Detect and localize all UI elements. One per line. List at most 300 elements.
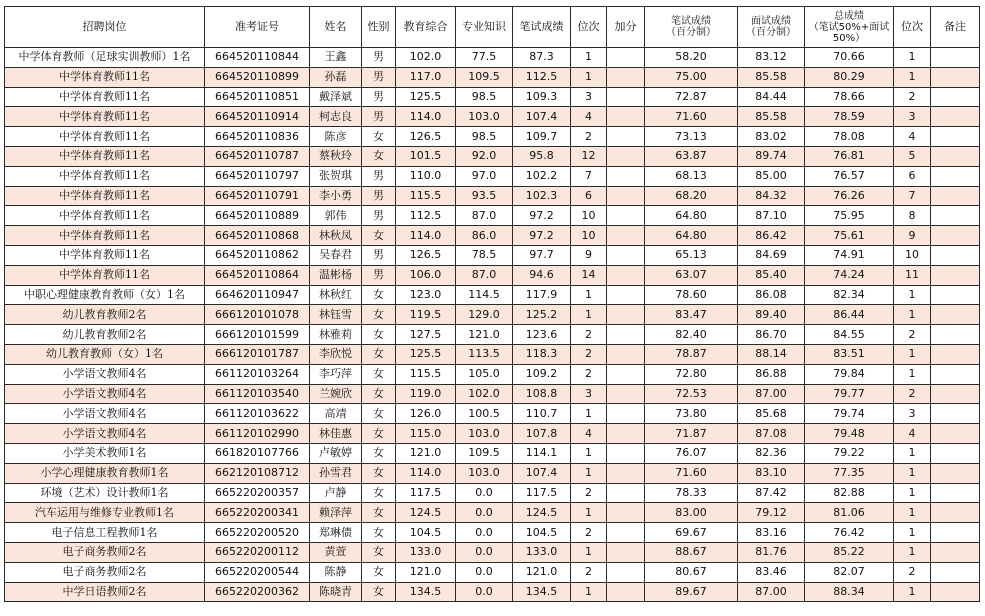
cell-interview-pct: 85.58 — [738, 107, 805, 127]
cell-total-rank: 4 — [894, 127, 931, 147]
cell-written-rank: 9 — [571, 245, 607, 265]
cell-post: 中学体育教师11名 — [5, 127, 205, 147]
cell-edu-score: 133.0 — [396, 542, 456, 562]
cell-ticket: 664520110889 — [205, 206, 310, 226]
table-row — [5, 463, 980, 483]
header-row — [5, 7, 980, 48]
cell-written-pct: 71.60 — [645, 463, 738, 483]
cell-note — [931, 523, 980, 543]
cell-total: 79.74 — [805, 404, 894, 424]
cell-written-pct: 83.47 — [645, 305, 738, 325]
cell-written-score: 109.7 — [513, 127, 571, 147]
cell-name: 兰婉欣 — [310, 384, 362, 404]
header-total-line2: （笔试50%+面试 — [808, 21, 890, 33]
cell-name: 林秋红 — [310, 285, 362, 305]
cell-total: 84.55 — [805, 325, 894, 345]
cell-gender: 男 — [362, 107, 396, 127]
table-row — [5, 87, 980, 107]
cell-total-rank: 7 — [894, 186, 931, 206]
table-row — [5, 503, 980, 523]
cell-interview-pct: 84.32 — [738, 186, 805, 206]
cell-name: 李巧萍 — [310, 364, 362, 384]
cell-interview-pct: 87.42 — [738, 483, 805, 503]
cell-total-rank: 1 — [894, 523, 931, 543]
table-row — [5, 48, 980, 68]
table-row — [5, 582, 980, 602]
cell-written-score: 95.8 — [513, 146, 571, 166]
cell-edu-score: 112.5 — [396, 206, 456, 226]
cell-prof-score: 92.0 — [456, 146, 513, 166]
cell-interview-pct: 89.40 — [738, 305, 805, 325]
table-row — [5, 67, 980, 87]
cell-name: 张贺琪 — [310, 166, 362, 186]
cell-ticket: 666120101787 — [205, 344, 310, 364]
cell-edu-score: 124.5 — [396, 503, 456, 523]
cell-written-rank: 2 — [571, 562, 607, 582]
cell-ticket: 666120101078 — [205, 305, 310, 325]
cell-ticket: 661120103264 — [205, 364, 310, 384]
cell-written-pct: 75.00 — [645, 67, 738, 87]
cell-total: 82.88 — [805, 483, 894, 503]
cell-note — [931, 542, 980, 562]
cell-interview-pct: 81.76 — [738, 542, 805, 562]
cell-ticket: 665220200362 — [205, 582, 310, 602]
cell-bonus — [607, 285, 645, 305]
cell-total: 80.29 — [805, 67, 894, 87]
cell-note — [931, 48, 980, 68]
cell-post: 电子信息工程教师1名 — [5, 523, 205, 543]
cell-gender: 女 — [362, 523, 396, 543]
cell-written-score: 133.0 — [513, 542, 571, 562]
cell-post: 小学语文教师4名 — [5, 384, 205, 404]
cell-ticket: 665220200341 — [205, 503, 310, 523]
table-row — [5, 364, 980, 384]
cell-gender: 女 — [362, 146, 396, 166]
cell-written-score: 117.5 — [513, 483, 571, 503]
cell-interview-pct: 83.02 — [738, 127, 805, 147]
cell-total-rank: 3 — [894, 107, 931, 127]
cell-prof-score: 0.0 — [456, 562, 513, 582]
cell-gender: 女 — [362, 582, 396, 602]
cell-name: 孙雪君 — [310, 463, 362, 483]
cell-written-pct: 72.87 — [645, 87, 738, 107]
cell-prof-score: 98.5 — [456, 127, 513, 147]
cell-written-rank: 1 — [571, 582, 607, 602]
cell-total-rank: 9 — [894, 226, 931, 246]
cell-ticket: 664620110947 — [205, 285, 310, 305]
cell-gender: 女 — [362, 443, 396, 463]
cell-note — [931, 325, 980, 345]
cell-post: 小学美术教师1名 — [5, 443, 205, 463]
cell-bonus — [607, 186, 645, 206]
cell-interview-pct: 85.58 — [738, 67, 805, 87]
cell-written-pct: 58.20 — [645, 48, 738, 68]
cell-bonus — [607, 503, 645, 523]
cell-written-pct: 73.13 — [645, 127, 738, 147]
cell-written-rank: 2 — [571, 127, 607, 147]
cell-gender: 女 — [362, 562, 396, 582]
cell-total-rank: 1 — [894, 503, 931, 523]
cell-written-rank: 1 — [571, 463, 607, 483]
cell-edu-score: 119.0 — [396, 384, 456, 404]
cell-interview-pct: 87.00 — [738, 582, 805, 602]
cell-written-rank: 3 — [571, 87, 607, 107]
table-row — [5, 384, 980, 404]
table-row — [5, 107, 980, 127]
cell-edu-score: 134.5 — [396, 582, 456, 602]
cell-ticket: 664520110864 — [205, 265, 310, 285]
cell-name: 柯志良 — [310, 107, 362, 127]
cell-interview-pct: 86.42 — [738, 226, 805, 246]
cell-gender: 女 — [362, 542, 396, 562]
cell-total: 79.84 — [805, 364, 894, 384]
cell-prof-score: 0.0 — [456, 523, 513, 543]
cell-bonus — [607, 67, 645, 87]
cell-post: 中职心理健康教育教师（女）1名 — [5, 285, 205, 305]
cell-note — [931, 305, 980, 325]
cell-name: 孙磊 — [310, 67, 362, 87]
cell-edu-score: 110.0 — [396, 166, 456, 186]
cell-interview-pct: 87.10 — [738, 206, 805, 226]
cell-edu-score: 123.0 — [396, 285, 456, 305]
cell-total-rank: 1 — [894, 285, 931, 305]
cell-total: 70.66 — [805, 48, 894, 68]
cell-prof-score: 93.5 — [456, 186, 513, 206]
cell-prof-score: 103.0 — [456, 424, 513, 444]
results-table — [4, 6, 980, 602]
cell-prof-score: 0.0 — [456, 483, 513, 503]
cell-written-rank: 1 — [571, 542, 607, 562]
cell-bonus — [607, 443, 645, 463]
cell-written-pct: 68.20 — [645, 186, 738, 206]
cell-prof-score: 86.0 — [456, 226, 513, 246]
cell-name: 黄萱 — [310, 542, 362, 562]
cell-written-rank: 14 — [571, 265, 607, 285]
cell-bonus — [607, 384, 645, 404]
cell-total-rank: 1 — [894, 48, 931, 68]
cell-written-rank: 1 — [571, 48, 607, 68]
cell-bonus — [607, 107, 645, 127]
cell-written-pct: 78.33 — [645, 483, 738, 503]
cell-bonus — [607, 483, 645, 503]
cell-ticket: 661120103622 — [205, 404, 310, 424]
cell-ticket: 664520110787 — [205, 146, 310, 166]
cell-interview-pct: 89.74 — [738, 146, 805, 166]
cell-gender: 男 — [362, 206, 396, 226]
score-sheet — [4, 6, 980, 602]
cell-prof-score: 78.5 — [456, 245, 513, 265]
cell-bonus — [607, 127, 645, 147]
cell-gender: 女 — [362, 404, 396, 424]
cell-post: 幼儿教育教师2名 — [5, 305, 205, 325]
cell-edu-score: 125.5 — [396, 344, 456, 364]
table-row — [5, 186, 980, 206]
cell-name: 王鑫 — [310, 48, 362, 68]
cell-name: 林雅莉 — [310, 325, 362, 345]
cell-name: 赖泽萍 — [310, 503, 362, 523]
cell-gender: 男 — [362, 87, 396, 107]
cell-name: 温彬杨 — [310, 265, 362, 285]
cell-written-score: 117.9 — [513, 285, 571, 305]
cell-note — [931, 344, 980, 364]
cell-written-score: 125.2 — [513, 305, 571, 325]
cell-written-rank: 10 — [571, 206, 607, 226]
cell-written-rank: 4 — [571, 107, 607, 127]
cell-name: 卢敏婷 — [310, 443, 362, 463]
header-rank-total: 位次 — [894, 7, 931, 48]
cell-written-score: 124.5 — [513, 503, 571, 523]
cell-total-rank: 8 — [894, 206, 931, 226]
cell-name: 戴泽斌 — [310, 87, 362, 107]
cell-edu-score: 114.0 — [396, 226, 456, 246]
cell-post: 中学体育教师11名 — [5, 166, 205, 186]
cell-note — [931, 107, 980, 127]
cell-written-rank: 1 — [571, 305, 607, 325]
cell-note — [931, 226, 980, 246]
cell-written-pct: 63.87 — [645, 146, 738, 166]
cell-post: 中学体育教师11名 — [5, 186, 205, 206]
cell-total-rank: 1 — [894, 344, 931, 364]
cell-total: 78.66 — [805, 87, 894, 107]
cell-gender: 男 — [362, 265, 396, 285]
cell-post: 中学体育教师11名 — [5, 107, 205, 127]
cell-written-score: 121.0 — [513, 562, 571, 582]
header-note: 备注 — [931, 7, 980, 48]
cell-name: 林秋凤 — [310, 226, 362, 246]
cell-written-score: 107.8 — [513, 424, 571, 444]
cell-edu-score: 115.5 — [396, 364, 456, 384]
cell-note — [931, 463, 980, 483]
cell-bonus — [607, 305, 645, 325]
cell-name: 郑琳债 — [310, 523, 362, 543]
cell-prof-score: 100.5 — [456, 404, 513, 424]
header-written-pct — [645, 7, 738, 48]
cell-total-rank: 1 — [894, 67, 931, 87]
table-row — [5, 325, 980, 345]
cell-written-pct: 68.13 — [645, 166, 738, 186]
cell-bonus — [607, 166, 645, 186]
cell-prof-score: 114.5 — [456, 285, 513, 305]
cell-gender: 女 — [362, 305, 396, 325]
cell-name: 蔡秋玲 — [310, 146, 362, 166]
cell-written-score: 97.7 — [513, 245, 571, 265]
cell-ticket: 664520110791 — [205, 186, 310, 206]
cell-written-score: 102.3 — [513, 186, 571, 206]
cell-edu-score: 102.0 — [396, 48, 456, 68]
cell-prof-score: 113.5 — [456, 344, 513, 364]
cell-post: 幼儿教育教师（女）1名 — [5, 344, 205, 364]
cell-written-rank: 1 — [571, 404, 607, 424]
cell-written-pct: 71.60 — [645, 107, 738, 127]
cell-written-score: 102.2 — [513, 166, 571, 186]
cell-total-rank: 2 — [894, 325, 931, 345]
cell-total: 78.08 — [805, 127, 894, 147]
cell-written-rank: 4 — [571, 424, 607, 444]
cell-ticket: 666120101599 — [205, 325, 310, 345]
cell-note — [931, 166, 980, 186]
cell-note — [931, 245, 980, 265]
cell-note — [931, 127, 980, 147]
cell-written-pct: 83.00 — [645, 503, 738, 523]
cell-written-rank: 2 — [571, 523, 607, 543]
cell-ticket: 664520110899 — [205, 67, 310, 87]
cell-written-pct: 78.60 — [645, 285, 738, 305]
cell-ticket: 661120102990 — [205, 424, 310, 444]
cell-gender: 女 — [362, 344, 396, 364]
cell-written-rank: 3 — [571, 384, 607, 404]
cell-written-score: 123.6 — [513, 325, 571, 345]
table-row — [5, 404, 980, 424]
table-row — [5, 265, 980, 285]
cell-ticket: 665220200544 — [205, 562, 310, 582]
cell-written-pct: 69.67 — [645, 523, 738, 543]
cell-edu-score: 115.0 — [396, 424, 456, 444]
header-rank-written: 位次 — [571, 7, 607, 48]
cell-written-pct: 72.53 — [645, 384, 738, 404]
cell-note — [931, 443, 980, 463]
cell-post: 小学语文教师4名 — [5, 424, 205, 444]
cell-total-rank: 3 — [894, 404, 931, 424]
cell-bonus — [607, 206, 645, 226]
cell-written-score: 114.1 — [513, 443, 571, 463]
table-row — [5, 206, 980, 226]
cell-written-pct: 73.80 — [645, 404, 738, 424]
cell-ticket: 664520110851 — [205, 87, 310, 107]
cell-gender: 男 — [362, 186, 396, 206]
table-row — [5, 226, 980, 246]
cell-gender: 女 — [362, 127, 396, 147]
cell-gender: 女 — [362, 384, 396, 404]
cell-name: 陈晓青 — [310, 582, 362, 602]
cell-bonus — [607, 226, 645, 246]
header-ticket: 准考证号 — [205, 7, 310, 48]
cell-written-score: 104.5 — [513, 523, 571, 543]
cell-interview-pct: 86.88 — [738, 364, 805, 384]
cell-edu-score: 114.0 — [396, 463, 456, 483]
table-row — [5, 542, 980, 562]
cell-post: 小学心理健康教育教师1名 — [5, 463, 205, 483]
cell-note — [931, 384, 980, 404]
cell-written-pct: 63.07 — [645, 265, 738, 285]
cell-interview-pct: 83.10 — [738, 463, 805, 483]
cell-gender: 男 — [362, 166, 396, 186]
cell-gender: 男 — [362, 67, 396, 87]
cell-bonus — [607, 344, 645, 364]
cell-prof-score: 98.5 — [456, 87, 513, 107]
cell-written-rank: 2 — [571, 325, 607, 345]
cell-ticket: 664520110836 — [205, 127, 310, 147]
cell-edu-score: 125.5 — [396, 87, 456, 107]
cell-total: 76.42 — [805, 523, 894, 543]
cell-gender: 男 — [362, 48, 396, 68]
cell-post: 中学体育教师11名 — [5, 206, 205, 226]
cell-bonus — [607, 265, 645, 285]
cell-written-pct: 80.67 — [645, 562, 738, 582]
cell-post: 小学语文教师4名 — [5, 404, 205, 424]
cell-note — [931, 404, 980, 424]
cell-total: 78.59 — [805, 107, 894, 127]
cell-total-rank: 2 — [894, 562, 931, 582]
cell-interview-pct: 85.00 — [738, 166, 805, 186]
header-written-pct-line1: 笔试成绩 — [671, 16, 711, 27]
cell-total: 75.95 — [805, 206, 894, 226]
cell-note — [931, 285, 980, 305]
cell-note — [931, 562, 980, 582]
cell-ticket: 664520110862 — [205, 245, 310, 265]
table-row — [5, 344, 980, 364]
cell-total-rank: 1 — [894, 443, 931, 463]
cell-total: 82.07 — [805, 562, 894, 582]
cell-note — [931, 483, 980, 503]
cell-written-pct: 76.07 — [645, 443, 738, 463]
cell-total: 74.91 — [805, 245, 894, 265]
cell-note — [931, 186, 980, 206]
cell-edu-score: 127.5 — [396, 325, 456, 345]
cell-bonus — [607, 562, 645, 582]
cell-post: 中学体育教师11名 — [5, 265, 205, 285]
cell-edu-score: 114.0 — [396, 107, 456, 127]
cell-note — [931, 424, 980, 444]
cell-interview-pct: 82.36 — [738, 443, 805, 463]
cell-prof-score: 0.0 — [456, 503, 513, 523]
table-body — [5, 48, 980, 602]
cell-post: 中学体育教师11名 — [5, 146, 205, 166]
cell-ticket: 664520110797 — [205, 166, 310, 186]
cell-interview-pct: 85.68 — [738, 404, 805, 424]
cell-total: 76.81 — [805, 146, 894, 166]
cell-prof-score: 97.0 — [456, 166, 513, 186]
cell-written-rank: 1 — [571, 285, 607, 305]
cell-interview-pct: 87.00 — [738, 384, 805, 404]
cell-gender: 女 — [362, 325, 396, 345]
header-interview-pct-line1: 面试成绩 — [751, 16, 791, 27]
cell-interview-pct: 86.08 — [738, 285, 805, 305]
cell-edu-score: 119.5 — [396, 305, 456, 325]
cell-post: 中学体育教师11名 — [5, 226, 205, 246]
cell-written-pct: 64.80 — [645, 226, 738, 246]
cell-prof-score: 109.5 — [456, 67, 513, 87]
cell-ticket: 662120108712 — [205, 463, 310, 483]
cell-name: 陈彦 — [310, 127, 362, 147]
table-row — [5, 166, 980, 186]
table-row — [5, 523, 980, 543]
cell-note — [931, 364, 980, 384]
cell-post: 幼儿教育教师2名 — [5, 325, 205, 345]
cell-gender: 女 — [362, 364, 396, 384]
cell-bonus — [607, 325, 645, 345]
cell-prof-score: 103.0 — [456, 107, 513, 127]
cell-total-rank: 1 — [894, 483, 931, 503]
cell-written-pct: 78.87 — [645, 344, 738, 364]
cell-ticket: 661820107766 — [205, 443, 310, 463]
cell-prof-score: 129.0 — [456, 305, 513, 325]
cell-total: 81.06 — [805, 503, 894, 523]
cell-bonus — [607, 463, 645, 483]
cell-name: 李小勇 — [310, 186, 362, 206]
cell-written-pct: 88.67 — [645, 542, 738, 562]
cell-name: 卢静 — [310, 483, 362, 503]
cell-edu-score: 121.0 — [396, 443, 456, 463]
table-row — [5, 146, 980, 166]
table-row — [5, 443, 980, 463]
header-post: 招聘岗位 — [5, 7, 205, 48]
table-row — [5, 245, 980, 265]
cell-note — [931, 265, 980, 285]
cell-interview-pct: 84.69 — [738, 245, 805, 265]
cell-total: 83.51 — [805, 344, 894, 364]
cell-prof-score: 87.0 — [456, 206, 513, 226]
cell-edu-score: 126.5 — [396, 245, 456, 265]
